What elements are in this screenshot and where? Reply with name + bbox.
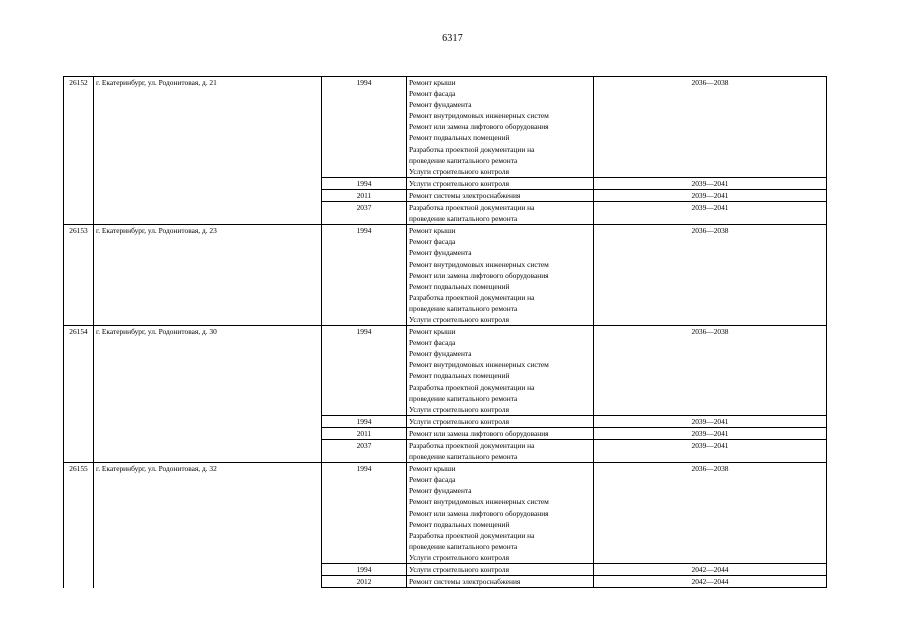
planned-period: 2036—2038 <box>594 77 827 178</box>
work-item: Ремонт внутридомовых инженерных систем <box>409 360 549 370</box>
table-row <box>64 326 827 416</box>
work-item: Ремонт крыши <box>409 226 456 236</box>
work-types <box>407 202 594 225</box>
work-types <box>407 177 594 189</box>
work-item: Ремонт фундамента <box>409 486 472 496</box>
planned-period: 2039—2041 <box>594 177 827 189</box>
commission-year: 1994 <box>322 326 407 416</box>
repair-schedule-table <box>63 76 827 588</box>
work-item: Ремонт или замена лифтового оборудования <box>409 428 549 438</box>
commission-year: 2037 <box>322 440 407 463</box>
work-types <box>407 189 594 201</box>
commission-year: 2011 <box>322 427 407 439</box>
work-item: Ремонт крыши <box>409 78 456 87</box>
work-item: Услуги строительного контроля <box>409 416 509 426</box>
work-types <box>407 440 594 463</box>
work-item: Ремонт крыши <box>409 464 456 474</box>
work-item: Ремонт внутридомовых инженерных систем <box>409 259 549 269</box>
work-item: Услуги строительного контроля <box>409 314 509 324</box>
work-item: Ремонт или замена лифтового оборудования <box>409 508 549 518</box>
planned-period: 2036—2038 <box>594 225 827 326</box>
record-id: 26154 <box>64 326 94 463</box>
work-item: Ремонт внутридомовых инженерных систем <box>409 111 549 121</box>
work-item: проведение капитального ремонта <box>409 155 518 165</box>
page-number: 6317 <box>442 33 463 44</box>
work-item: Услуги строительного контроля <box>409 565 509 575</box>
work-item: проведение капитального ремонта <box>409 214 518 224</box>
commission-year: 1994 <box>322 415 407 427</box>
work-types <box>407 77 594 178</box>
record-address: г. Екатеринбург, ул. Родонитовая, д. 23 <box>94 225 322 326</box>
record-id: 26155 <box>64 463 94 588</box>
work-item: проведение капитального ремонта <box>409 452 518 462</box>
record-id: 26153 <box>64 225 94 326</box>
planned-period: 2042—2044 <box>594 564 827 576</box>
commission-year: 1994 <box>322 225 407 326</box>
planned-period: 2039—2041 <box>594 440 827 463</box>
work-item: Ремонт подвальных помещений <box>409 519 510 529</box>
commission-year: 2012 <box>322 576 407 588</box>
record-address: г. Екатеринбург, ул. Родонитовая, д. 30 <box>94 326 322 463</box>
planned-period: 2042—2044 <box>594 576 827 588</box>
work-item: Ремонт подвальных помещений <box>409 281 510 291</box>
commission-year: 2011 <box>322 189 407 201</box>
planned-period: 2036—2038 <box>594 326 827 416</box>
work-item: Ремонт внутридомовых инженерных систем <box>409 497 549 507</box>
work-item: Услуги строительного контроля <box>409 404 509 414</box>
work-item: Услуги строительного контроля <box>409 552 509 562</box>
work-item: Ремонт системы электроснабжения <box>409 577 521 587</box>
work-item: Услуги строительного контроля <box>409 166 509 176</box>
planned-period: 2039—2041 <box>594 189 827 201</box>
work-item: Ремонт фундамента <box>409 100 472 110</box>
work-item: Ремонт подвальных помещений <box>409 371 510 381</box>
work-item: проведение капитального ремонта <box>409 541 518 551</box>
work-item: Разработка проектной документации на <box>409 292 535 302</box>
work-types <box>407 564 594 576</box>
work-item: Ремонт крыши <box>409 327 456 337</box>
work-types <box>407 463 594 564</box>
work-types <box>407 326 594 416</box>
planned-period: 2039—2041 <box>594 427 827 439</box>
table-row <box>64 463 827 564</box>
commission-year: 1994 <box>322 564 407 576</box>
work-types <box>407 576 594 588</box>
record-id: 26152 <box>64 77 94 225</box>
work-item: Ремонт или замена лифтового оборудования <box>409 270 549 280</box>
record-address: г. Екатеринбург, ул. Родонитовая, д. 32 <box>94 463 322 588</box>
work-item: Услуги строительного контроля <box>409 178 509 188</box>
table-row <box>64 77 827 178</box>
commission-year: 1994 <box>322 463 407 564</box>
work-item: Ремонт или замена лифтового оборудования <box>409 122 549 132</box>
work-item: Разработка проектной документации на <box>409 203 535 213</box>
planned-period: 2036—2038 <box>594 463 827 564</box>
work-item: Ремонт фасада <box>409 237 456 247</box>
work-item: Ремонт фундамента <box>409 248 472 258</box>
work-item: Разработка проектной документации на <box>409 441 535 450</box>
repair-schedule-body <box>64 77 827 588</box>
work-types <box>407 225 594 326</box>
record-address: г. Екатеринбург, ул. Родонитовая, д. 21 <box>94 77 322 225</box>
work-item: проведение капитального ремонта <box>409 393 518 403</box>
work-item: Ремонт фасада <box>409 89 456 99</box>
work-item: Ремонт фасада <box>409 475 456 485</box>
planned-period: 2039—2041 <box>594 202 827 225</box>
work-types <box>407 415 594 427</box>
work-item: Ремонт подвальных помещений <box>409 133 510 143</box>
work-item: Разработка проектной документации на <box>409 530 535 540</box>
commission-year: 1994 <box>322 77 407 178</box>
commission-year: 2037 <box>322 202 407 225</box>
table-row <box>64 225 827 326</box>
work-item: Ремонт системы электроснабжения <box>409 190 521 200</box>
work-types <box>407 427 594 439</box>
commission-year: 1994 <box>322 177 407 189</box>
planned-period: 2039—2041 <box>594 415 827 427</box>
work-item: Ремонт фундамента <box>409 349 472 359</box>
work-item: Разработка проектной документации на <box>409 144 535 154</box>
work-item: Разработка проектной документации на <box>409 382 535 392</box>
work-item: проведение капитального ремонта <box>409 303 518 313</box>
work-item: Ремонт фасада <box>409 338 456 348</box>
